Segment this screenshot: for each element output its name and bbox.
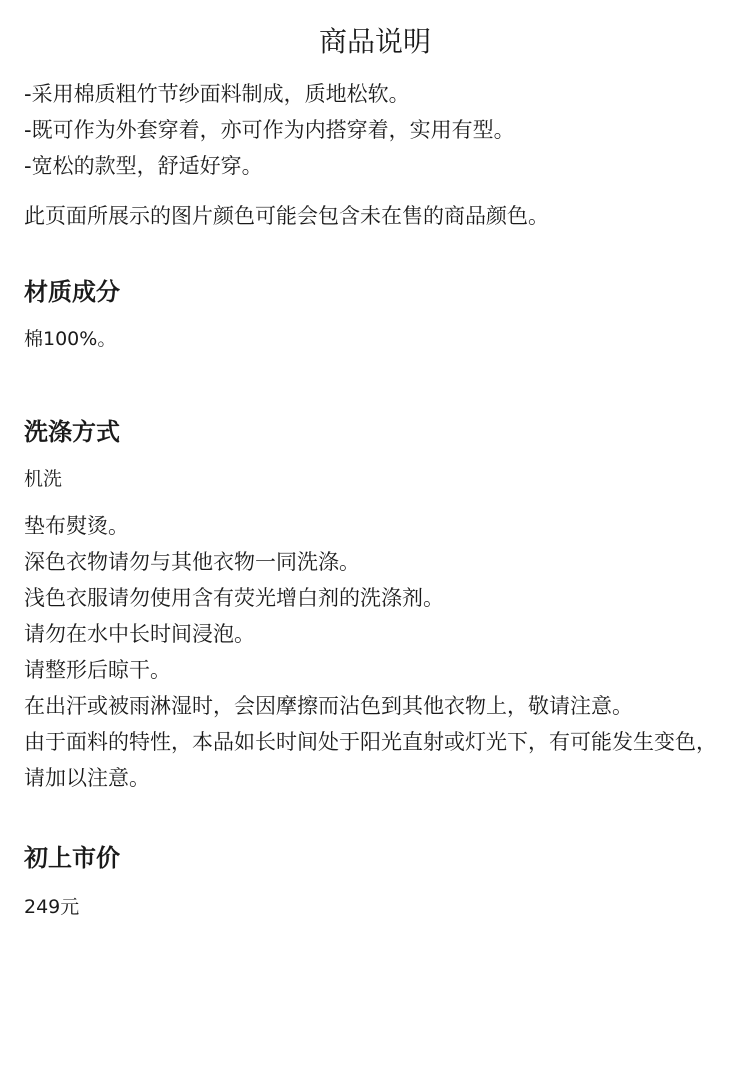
care-instruction: 由于面料的特性，本品如长时间处于阳光直射或灯光下，有可能发生变色，请加以注意。 [24,730,717,790]
price-heading: 初上市价 [24,844,120,872]
care-instruction: 在出汗或被雨淋湿时，会因摩擦而沾色到其他衣物上，敬请注意。 [24,694,633,718]
care-instruction: 请勿在水中长时间浸泡。 [24,622,255,646]
washing-section [24,414,726,796]
page-title: 商品说明 [318,25,431,58]
care-instruction: 请整形后晾干。 [24,658,171,682]
material-heading: 材质成分 [24,278,120,306]
price-section [24,840,726,924]
care-instruction: 垫布熨烫。 [24,514,129,538]
feature-item: -采用棉质粗竹节纱面料制成，质地松软。 [24,82,410,106]
care-instruction: 浅色衣服请勿使用含有荧光增白剂的洗涤剂。 [24,586,444,610]
material-text: 棉100%。 [24,328,117,350]
care-instructions [24,508,726,796]
feature-list [24,76,726,184]
care-instruction: 深色衣物请勿与其他衣物一同洗涤。 [24,550,360,574]
washing-method: 机洗 [24,468,63,490]
color-disclaimer: 此页面所展示的图片颜色可能会包含未在售的商品颜色。 [24,204,549,228]
feature-item: -既可作为外套穿着，亦可作为内搭穿着，实用有型。 [24,118,515,142]
price-text: 249元 [24,896,80,918]
material-section [24,274,726,356]
feature-item: -宽松的款型，舒适好穿。 [24,154,263,178]
washing-heading: 洗涤方式 [24,418,120,446]
